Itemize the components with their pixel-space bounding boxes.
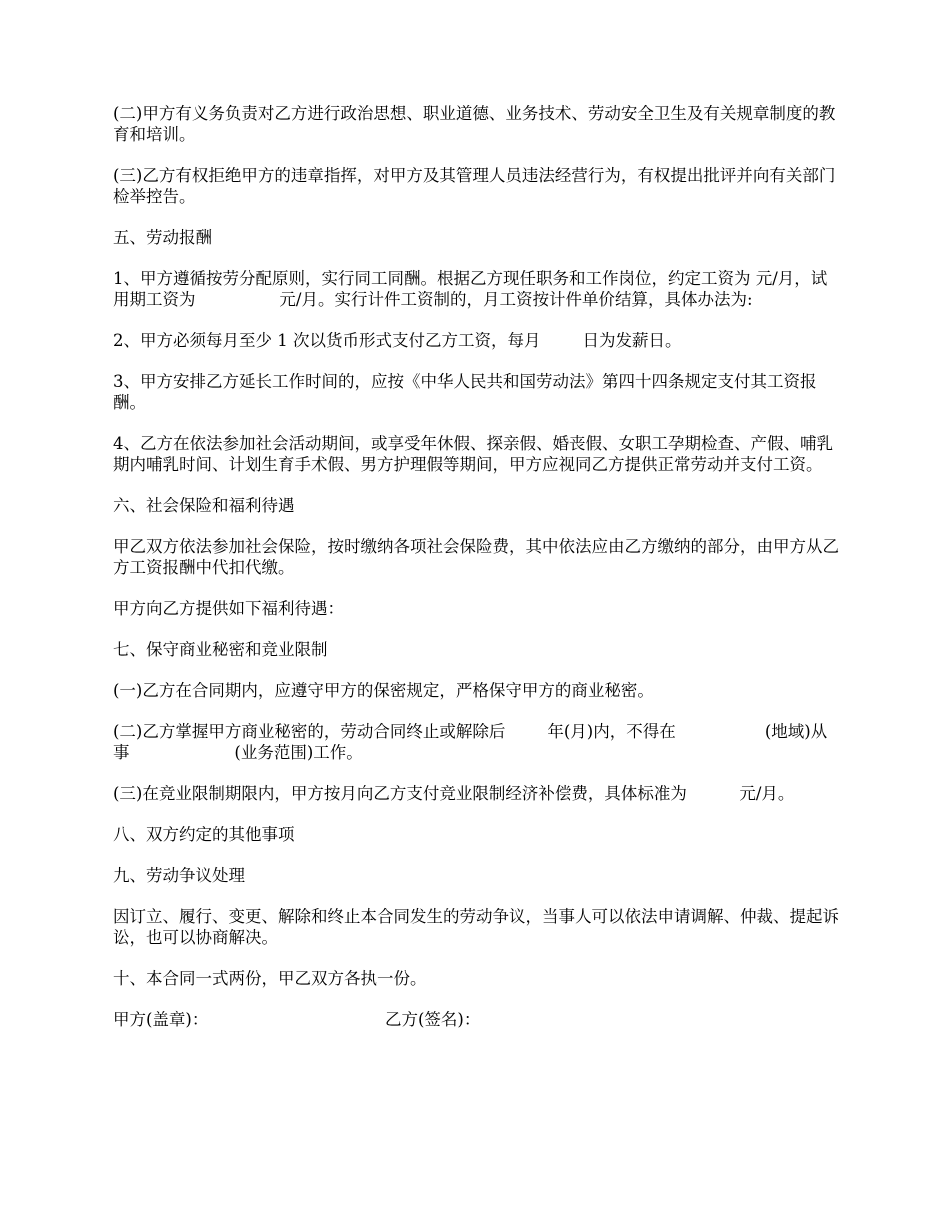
confidentiality-item-1: (一)乙方在合同期内，应遵守甲方的保密规定，严格保守甲方的商业秘密。 — [113, 681, 654, 700]
signature-row — [113, 1009, 840, 1030]
remuneration-item-1: 1、甲方遵循按劳分配原则，实行同工同酬。根据乙方现任职务和工作岗位，约定工资为 元/月，试用期工资为 元/月。实行计件工资制的，月工资按计件单价结算，具体办法为: — [113, 269, 828, 309]
section-heading-social-insurance: 六、社会保险和福利待遇 — [113, 496, 295, 515]
copies-clause: 十、本合同一式两份，甲乙双方各执一份。 — [113, 969, 427, 988]
social-insurance-text: 甲乙双方依法参加社会保险，按时缴纳各项社会保险费，其中依法应由乙方缴纳的部分，由甲方从乙方工资报酬中代扣代缴。 — [113, 537, 839, 577]
section-heading-confidentiality: 七、保守商业秘密和竞业限制 — [113, 640, 328, 659]
remuneration-item-4: 4、乙方在依法参加社会活动期间，或享受年休假、探亲假、婚丧假、女职工孕期检查、产假、哺乳期内哺乳时间、计划生育手术假、男方护理假等期间，甲方应视同乙方提供正常劳动并支付工资。 — [113, 434, 833, 474]
dispute-text: 因订立、履行、变更、解除和终止本合同发生的劳动争议，当事人可以依法申请调解、仲裁、提起诉讼，也可以协商解决。 — [113, 907, 839, 947]
section-heading-dispute: 九、劳动争议处理 — [113, 866, 245, 885]
welfare-text: 甲方向乙方提供如下福利待遇： — [113, 599, 344, 618]
clause-2-education: (二)甲方有义务负责对乙方进行政治思想、职业道德、业务技术、劳动安全卫生及有关规章制度的教育和培训。 — [113, 104, 836, 144]
party-a-signature-label: 甲方(盖章)： — [113, 1010, 209, 1029]
clause-3-refuse-illegal-orders: (三)乙方有权拒绝甲方的违章指挥，对甲方及其管理人员违法经营行为，有权提出批评并向有关部门检举控告。 — [113, 166, 836, 206]
section-heading-remuneration: 五、劳动报酬 — [113, 228, 212, 247]
confidentiality-item-3: (三)在竞业限制期限内，甲方按月向乙方支付竞业限制经济补偿费，具体标准为 元/月。 — [113, 784, 795, 803]
confidentiality-item-2: (二)乙方掌握甲方商业秘密的，劳动合同终止或解除后 年(月)内，不得在 (地域)从事 (业务范围)工作。 — [113, 722, 828, 762]
remuneration-item-3: 3、甲方安排乙方延长工作时间的，应按《中华人民共和国劳动法》第四十四条规定支付其工资报酬。 — [113, 372, 817, 412]
party-b-signature-label: 乙方(签名)： — [385, 1010, 481, 1029]
document-page — [113, 103, 840, 1030]
remuneration-item-2: 2、甲方必须每月至少 1 次以货币形式支付乙方工资，每月 日为发薪日。 — [113, 331, 682, 350]
section-heading-other-matters: 八、双方约定的其他事项 — [113, 825, 295, 844]
